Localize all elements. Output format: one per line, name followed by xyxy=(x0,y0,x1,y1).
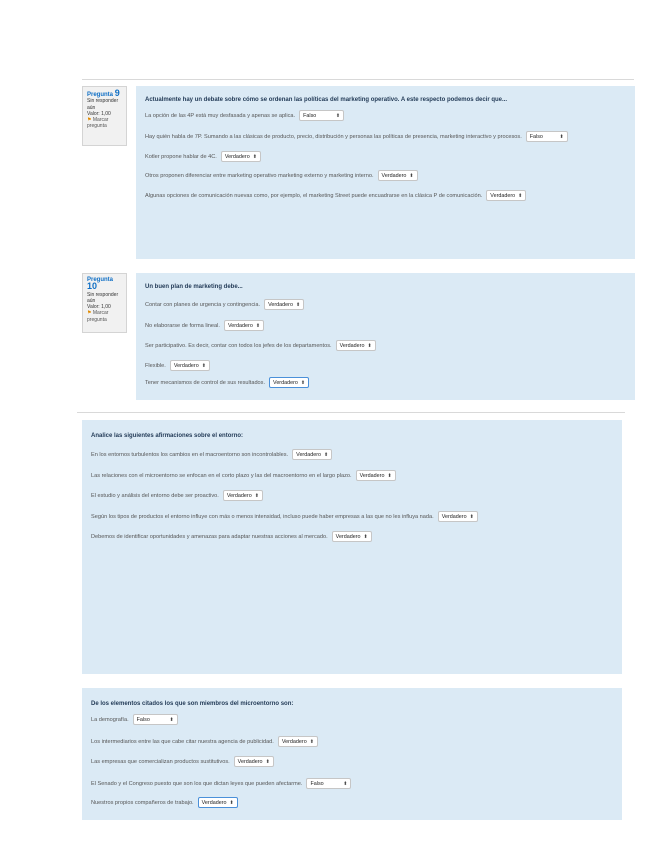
select-arrow-icon: ⬍ xyxy=(387,472,392,479)
answer-row: Las relaciones con el microentorno se enfocan en el corto plazo y las del macroentorno en el largo plazo. Verdadero ⬍ xyxy=(91,470,396,481)
question-score: Valor: 1,00 xyxy=(87,304,111,311)
flag-icon: ⚑ xyxy=(87,117,92,124)
answer-select[interactable]: Verdadero ⬍ xyxy=(224,320,264,331)
select-arrow-icon: ⬍ xyxy=(254,492,259,499)
answer-select[interactable]: Verdadero ⬍ xyxy=(264,299,304,310)
answer-select[interactable]: Verdadero ⬍ xyxy=(292,449,332,460)
question-panel-12 xyxy=(82,688,622,820)
answer-select[interactable]: Verdadero ⬍ xyxy=(336,340,376,351)
answer-select[interactable]: Verdadero ⬍ xyxy=(278,736,318,747)
question-status: Sin responder aún xyxy=(87,291,119,304)
question-panel-9 xyxy=(136,86,635,259)
question-text: Actualmente hay un debate sobre cómo se ordenan las políticas del marketing operativo. A este respecto podemos decir que... xyxy=(145,97,507,103)
answer-select[interactable]: Falso ⬍ xyxy=(133,714,178,725)
answer-row: Ser participativo. Es decir, contar con todos los jefes de los departamentos. Verdadero ⬍ xyxy=(145,340,376,351)
select-arrow-icon: ⬍ xyxy=(363,533,368,540)
answer-select[interactable]: Falso ⬍ xyxy=(306,778,351,789)
answer-select[interactable]: Verdadero ⬍ xyxy=(486,190,526,201)
answer-row: Otros proponen diferenciar entre marketing operativo marketing externo y marketing interno. Verdadero ⬍ xyxy=(145,170,418,181)
answer-row: En los entornos turbulentos los cambios en el macroentorno son incontrolables. Verdadero ⬍ xyxy=(91,449,332,460)
answer-select[interactable]: Verdadero ⬍ xyxy=(223,490,263,501)
answer-row: Debemos de identificar oportunidades y amenazas para adaptar nuestras acciones al mercado. Verdadero ⬍ xyxy=(91,531,372,542)
section-divider xyxy=(77,412,625,413)
select-arrow-icon: ⬍ xyxy=(265,758,270,765)
select-arrow-icon: ⬍ xyxy=(229,799,234,806)
question-text: Analice las siguientes afirmaciones sobre el entorno: xyxy=(91,433,244,439)
answer-row: Las empresas que comercializan productos sustitutivos. Verdadero ⬍ xyxy=(91,756,274,767)
select-arrow-icon: ⬍ xyxy=(559,133,564,140)
answer-row: No elaborarse de forma lineal. Verdadero ⬍ xyxy=(145,320,264,331)
question-number: Pregunta 9 xyxy=(87,88,120,98)
answer-select[interactable]: Verdadero ⬍ xyxy=(221,151,261,162)
question-panel-11 xyxy=(82,420,622,674)
answer-row: Los intermediarios entre las que cabe citar nuestra agencia de publicidad. Verdadero ⬍ xyxy=(91,736,318,747)
answer-row: Flexible. Verdadero ⬍ xyxy=(145,360,210,371)
question-number: Pregunta 10 xyxy=(87,277,114,292)
answer-row: El Senado y el Congreso puesto que son los que dictan leyes que pueden afectarme. Falso ⬍ xyxy=(91,778,351,789)
select-arrow-icon: ⬍ xyxy=(255,322,261,329)
answer-select[interactable]: Falso ⬍ xyxy=(526,131,568,142)
answer-row: Algunas opciones de comunicación nuevas como, por ejemplo, el marketing Street puede encuadrarse en la clásica P de comunicación. Verdadero ⬍ xyxy=(145,190,526,201)
question-panel-10 xyxy=(136,273,635,400)
flag-question-button[interactable]: ⚑ Marcar pregunta xyxy=(87,310,109,323)
answer-select[interactable]: Verdadero ⬍ xyxy=(438,511,478,522)
select-arrow-icon: ⬍ xyxy=(343,780,348,787)
question-score: Valor: 1,00 xyxy=(87,110,111,117)
answer-row: Contar con planes de urgencia y contingencia. Verdadero ⬍ xyxy=(145,299,304,310)
answer-select[interactable]: Verdadero ⬍ xyxy=(332,531,372,542)
select-arrow-icon: ⬍ xyxy=(335,112,341,119)
answer-row: Según los tipos de productos el entorno influye con más o menos intensidad, incluso puede haber empresas a las que no les influya nada. Verdadero ⬍ xyxy=(91,511,478,522)
answer-select[interactable]: Verdadero ⬍ xyxy=(378,170,418,181)
answer-select[interactable]: Verdadero ⬍ xyxy=(170,360,210,371)
select-arrow-icon: ⬍ xyxy=(169,716,174,723)
select-arrow-icon: ⬍ xyxy=(300,379,306,386)
answer-select[interactable]: Verdadero ⬍ xyxy=(269,377,309,388)
answer-select[interactable]: Falso ⬍ xyxy=(299,110,344,121)
answer-row: La demografía. Falso ⬍ xyxy=(91,714,178,725)
flag-icon: ⚑ xyxy=(87,310,92,317)
question-text: Un buen plan de marketing debe... xyxy=(145,284,243,290)
select-arrow-icon: ⬍ xyxy=(252,153,257,160)
answer-row: La opción de las 4P está muy desfasada y apenas se aplica. Falso ⬍ xyxy=(145,110,344,121)
answer-row: Kotler propone hablar de 4C. Verdadero ⬍ xyxy=(145,151,261,162)
question-text: De los elementos citados los que son miembros del microentorno son: xyxy=(91,701,294,707)
answer-select[interactable]: Verdadero ⬍ xyxy=(198,797,238,808)
select-arrow-icon: ⬍ xyxy=(469,513,474,520)
select-arrow-icon: ⬍ xyxy=(409,172,414,179)
select-arrow-icon: ⬍ xyxy=(324,451,329,458)
answer-select[interactable]: Verdadero ⬍ xyxy=(234,756,274,767)
answer-row: Nuestros propios compañeros de trabajo. Verdadero ⬍ xyxy=(91,797,238,808)
flag-question-button[interactable]: ⚑ Marcar pregunta xyxy=(87,117,109,130)
answer-select[interactable]: Verdadero ⬍ xyxy=(356,470,396,481)
select-arrow-icon: ⬍ xyxy=(201,362,206,369)
question-status: Sin responder aún xyxy=(87,98,119,111)
select-arrow-icon: ⬍ xyxy=(309,738,314,745)
answer-row: Hay quién habla de 7P. Sumando a las clásicas de producto, precio, distribución y personas las políticas de presencia, marketing interactivo y procesos. Falso ⬍ xyxy=(145,131,568,142)
question-info-10 xyxy=(82,273,127,333)
select-arrow-icon: ⬍ xyxy=(367,342,372,349)
select-arrow-icon: ⬍ xyxy=(295,301,301,308)
answer-row: Tener mecanismos de control de sus resultados. Verdadero ⬍ xyxy=(145,377,309,388)
answer-row: El estudio y análisis del entorno debe ser proactivo. Verdadero ⬍ xyxy=(91,490,263,501)
question-info-9 xyxy=(82,86,127,146)
top-divider xyxy=(82,79,634,80)
select-arrow-icon: ⬍ xyxy=(518,192,523,199)
